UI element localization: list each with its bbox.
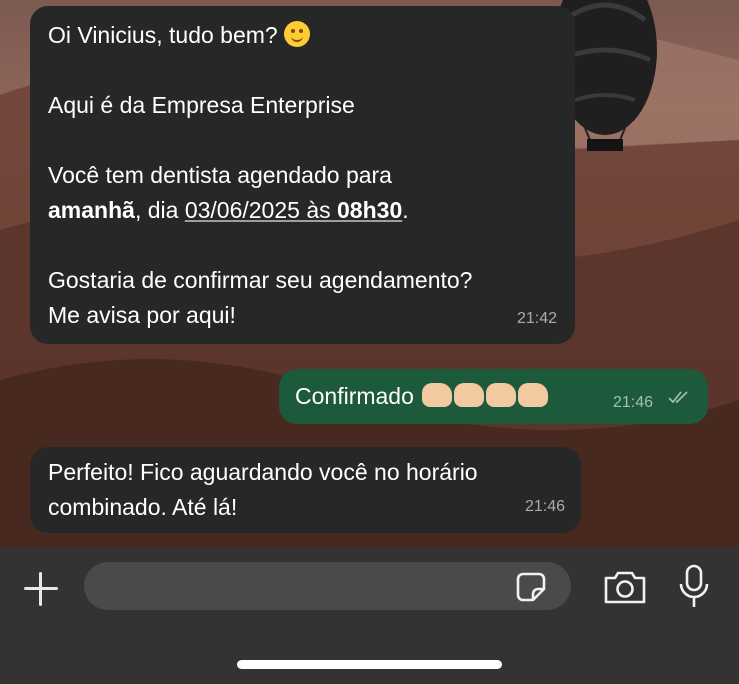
appointment-detail-line <box>48 193 557 228</box>
message-timestamp: 21:46 <box>613 394 654 411</box>
confirm-question-line: Gostaria de confirmar seu agendamento? <box>48 267 473 293</box>
handshake-icon <box>422 383 452 407</box>
appointment-time-link[interactable]: 08h30 <box>337 197 403 223</box>
outgoing-message-text: Confirmado <box>295 383 414 409</box>
appointment-line: Você tem dentista agendado para <box>48 162 392 188</box>
heart-hands-icon <box>486 383 516 407</box>
blank-line <box>48 228 557 263</box>
text-fragment-link[interactable]: às <box>299 197 338 223</box>
microphone-icon[interactable] <box>676 564 712 610</box>
raising-hands-icon <box>518 383 548 407</box>
blank-line <box>48 53 557 88</box>
sticker-icon[interactable] <box>514 570 548 604</box>
greeting-text: Oi Vinicius, tudo bem? <box>48 22 278 48</box>
attach-plus-icon[interactable] <box>22 570 60 608</box>
smiling-face-icon <box>284 21 310 47</box>
message-line-greeting <box>48 18 557 53</box>
incoming-message-bubble[interactable] <box>30 447 581 533</box>
message-timestamp: 21:42 <box>516 310 557 327</box>
reply-request-line: Me avisa por aqui! <box>48 302 236 328</box>
read-receipt-icon <box>668 389 692 405</box>
home-indicator[interactable] <box>237 660 502 669</box>
message-line: combinado. Até lá! <box>48 494 238 520</box>
text-fragment: . <box>402 197 409 223</box>
outgoing-message-bubble[interactable] <box>279 369 708 424</box>
message-input[interactable] <box>84 562 571 610</box>
appointment-day: amanhã <box>48 197 135 223</box>
message-timestamp: 21:46 <box>524 498 565 515</box>
fist-bump-icon <box>454 383 484 407</box>
appointment-date-link[interactable]: 03/06/2025 <box>184 197 300 223</box>
incoming-message-bubble[interactable] <box>30 6 575 344</box>
message-line: Perfeito! Fico aguardando você no horário <box>48 459 478 485</box>
camera-icon[interactable] <box>602 568 648 606</box>
company-line: Aqui é da Empresa Enterprise <box>48 92 355 118</box>
blank-line <box>48 123 557 158</box>
text-fragment: , dia <box>134 197 185 223</box>
